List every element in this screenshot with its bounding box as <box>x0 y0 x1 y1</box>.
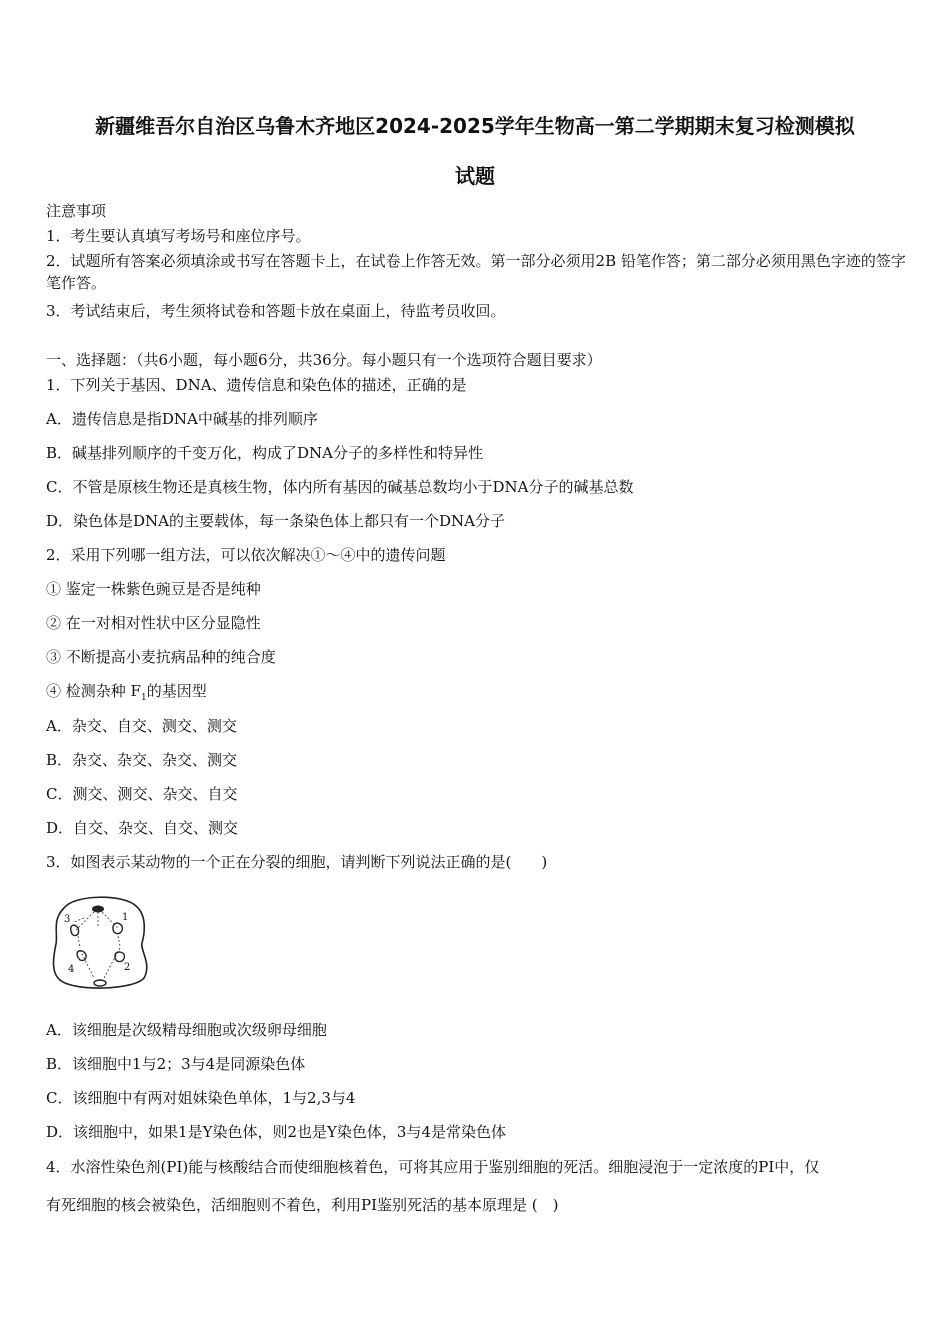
q1-option-d: D．染色体是DNA的主要载体，每一条染色体上都只有一个DNA分子 <box>46 512 505 530</box>
chromosomes <box>71 923 125 961</box>
chromosome-4 <box>77 951 86 961</box>
q4-stem-line-2: 有死细胞的核会被染色，活细胞则不着色，利用PI鉴别死活的基本原理是 ( ) <box>46 1196 559 1214</box>
q3-option-a: A．该细胞是次级精母细胞或次级卵母细胞 <box>46 1021 327 1039</box>
q3-option-b: B．该细胞中1与2；3与4是同源染色体 <box>46 1055 306 1073</box>
q2-item-4-prefix: ④ 检测杂种 F <box>46 682 141 700</box>
chromosome-label-4: 4 <box>68 964 75 975</box>
centriole-bottom <box>94 980 106 986</box>
chromosome-label-1: 1 <box>122 912 129 923</box>
q2-option-b: B．杂交、杂交、杂交、测交 <box>46 751 238 769</box>
centriole-top <box>92 906 104 913</box>
dividing-cell-figure <box>44 888 156 992</box>
chromosome-3 <box>71 925 79 935</box>
notice-item-2: 2．试题所有答案必须填涂或书写在答题卡上，在试卷上作答无效。第一部分必须用2B 铅笔作答；第二部分必须用黑色字迹的签字笔作答。 <box>46 252 906 292</box>
chromosome-label-2: 2 <box>124 962 131 973</box>
spindle-fibers <box>74 912 120 978</box>
notice-item-3: 3．考试结束后，考生须将试卷和答题卡放在桌面上，待监考员收回。 <box>46 302 506 320</box>
notice-heading: 注意事项 <box>46 202 107 220</box>
q3-option-c: C．该细胞中有两对姐妹染色单体，1与2,3与4 <box>46 1089 356 1107</box>
q1-option-c: C．不管是原核生物还是真核生物，体内所有基因的碱基总数均小于DNA分子的碱基总数 <box>46 478 634 496</box>
q3-stem: 3．如图表示某动物的一个正在分裂的细胞，请判断下列说法正确的是( ) <box>46 853 548 871</box>
q2-option-a: A．杂交、自交、测交、测交 <box>46 717 237 735</box>
exam-title-line-2: 试题 <box>455 164 495 188</box>
q2-option-c: C．测交、测交、杂交、自交 <box>46 785 238 803</box>
q2-item-4-subscript: 1 <box>140 693 147 703</box>
q1-stem: 1．下列关于基因、DNA、遗传信息和染色体的描述，正确的是 <box>46 376 467 394</box>
q2-item-1: ① 鉴定一株紫色豌豆是否是纯种 <box>46 580 261 598</box>
chromosome-label-3: 3 <box>64 914 71 925</box>
q4-stem-line-1: 4．水溶性染色剂(PI)能与核酸结合而使细胞核着色，可将其应用于鉴别细胞的死活。细胞浸泡于一定浓度的PI中，仅 <box>46 1158 820 1176</box>
q2-item-2: ② 在一对相对性状中区分显隐性 <box>46 614 261 632</box>
q2-item-4 <box>46 680 908 709</box>
q1-option-b: B．碱基排列顺序的千变万化，构成了DNA分子的多样性和特异性 <box>46 444 484 462</box>
q2-option-d: D．自交、杂交、自交、测交 <box>46 819 239 837</box>
q1-option-a: A．遗传信息是指DNA中碱基的排列顺序 <box>46 410 318 428</box>
chromosome-2 <box>115 952 124 962</box>
exam-title-line-1: 新疆维吾尔自治区乌鲁木齐地区2024-2025学年生物高一第二学期期末复习检测模拟 <box>95 114 855 138</box>
section-heading: 一、选择题：（共6小题，每小题6分，共36分。每小题只有一个选项符合题目要求） <box>46 351 602 369</box>
q2-item-3: ③ 不断提高小麦抗病品种的纯合度 <box>46 648 276 666</box>
chromosome-1 <box>113 923 122 933</box>
q3-option-d: D．该细胞中，如果1是Y染色体，则2也是Y染色体，3与4是常染色体 <box>46 1123 507 1141</box>
notice-item-1: 1．考生要认真填写考场号和座位序号。 <box>46 227 311 245</box>
q2-item-4-suffix: 的基因型 <box>146 682 207 700</box>
q2-stem: 2．采用下列哪一组方法，可以依次解决①～④中的遗传问题 <box>46 546 446 564</box>
